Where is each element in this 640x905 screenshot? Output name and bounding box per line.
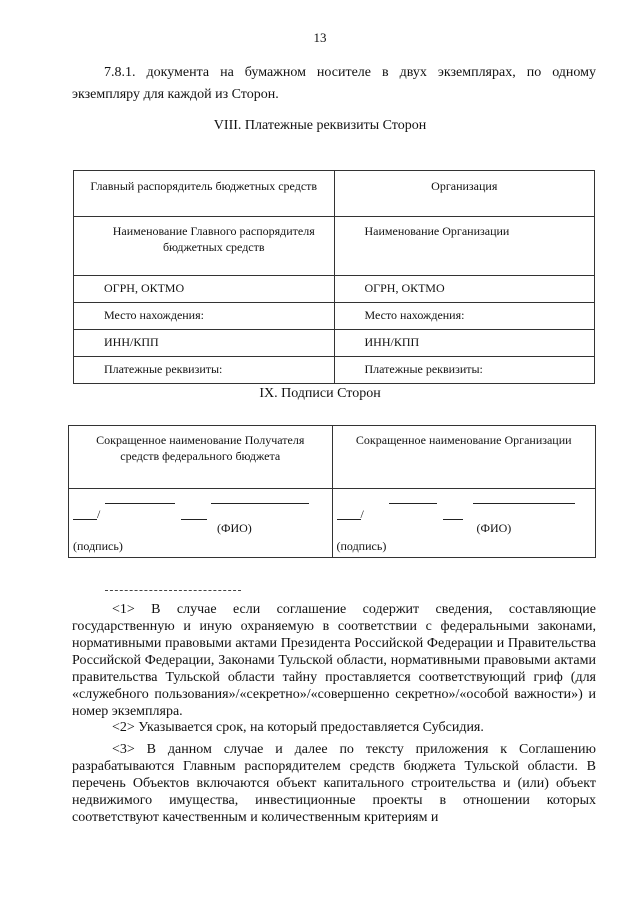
signature-slash: /	[97, 507, 101, 521]
signature-line	[389, 503, 437, 504]
footnote-3: <3> В данном случае и далее по тексту приложения к Соглашению разрабатываются Главным распорядителем средств бюджета Тульской области. В перечень Объектов включаются объект капитального строительства и (или) объект недвижимого имущества, инвестиционные проекты в отношении которых соответствуют качественным и количественным критериям и	[72, 742, 596, 825]
signature-line-short	[73, 519, 97, 520]
left-signature-cell	[69, 489, 333, 558]
signature-line-short	[337, 519, 361, 520]
paragraph-7-8-1: 7.8.1. документа на бумажном носителе в двух экземплярах, по одному экземпляру для каждой из Сторон.	[72, 65, 596, 102]
table-row	[74, 357, 595, 384]
requisites-right-address: Место нахождения:	[334, 303, 595, 330]
payment-requisites-table	[73, 170, 595, 384]
requisites-right-ogrn: ОГРН, ОКТМО	[334, 276, 595, 303]
signatures-left-header: Сокращенное наименование Получателя средств федерального бюджета	[69, 426, 333, 489]
requisites-right-name: Наименование Организации	[334, 217, 595, 276]
fio-line	[211, 503, 309, 504]
footnote-1: <1> В случае если соглашение содержит сведения, составляющие государственную и иную охраняемую в соответствии с федеральными законами, нормативными правовыми актами Президента Российской Федерации и Правительства Российской Федерации, Законами Тульской области, нормативными правовыми актами правительства Тульской области тайну проставляется соответствующий гриф (для «служебного пользования»/«секретно»/«совершенно секретно»/«особой важности») и номер экземпляра.	[72, 602, 596, 719]
signature-line	[105, 503, 175, 504]
signature-slash: /	[360, 507, 364, 521]
fio-label: (ФИО)	[476, 521, 512, 535]
signatures-header-row	[69, 426, 596, 489]
footnote-separator	[105, 590, 241, 591]
section-8-title: VIII. Платежные реквизиты Сторон	[213, 118, 427, 133]
requisites-left-address: Место нахождения:	[74, 303, 335, 330]
page-number: 13	[313, 30, 327, 45]
signature-label: (подпись)	[336, 539, 387, 553]
right-signature-cell	[332, 489, 596, 558]
requisites-left-name: Наименование Главного распорядителя бюджетных средств	[74, 217, 335, 276]
requisites-left-inn: ИНН/КПП	[74, 330, 335, 357]
section-9-title: IX. Подписи Сторон	[259, 386, 381, 401]
fio-line	[473, 503, 575, 504]
requisites-right-header: Организация	[334, 171, 595, 217]
table-row	[74, 330, 595, 357]
fio-line-short	[181, 519, 207, 520]
fio-label: (ФИО)	[217, 521, 252, 535]
requisites-header-row	[74, 171, 595, 217]
table-row	[74, 276, 595, 303]
signatures-right-header: Сокращенное наименование Организации	[332, 426, 596, 489]
signature-label: (подпись)	[73, 539, 123, 553]
requisites-left-header: Главный распорядитель бюджетных средств	[74, 171, 335, 217]
fio-line-short	[443, 519, 463, 520]
requisites-name-row	[74, 217, 595, 276]
requisites-left-payment: Платежные реквизиты:	[74, 357, 335, 384]
signatures-row	[69, 489, 596, 558]
requisites-right-inn: ИНН/КПП	[334, 330, 595, 357]
requisites-right-payment: Платежные реквизиты:	[334, 357, 595, 384]
table-row	[74, 303, 595, 330]
signatures-table	[68, 425, 596, 558]
requisites-left-ogrn: ОГРН, ОКТМО	[74, 276, 335, 303]
footnote-2: <2> Указывается срок, на который предоставляется Субсидия.	[112, 720, 484, 735]
